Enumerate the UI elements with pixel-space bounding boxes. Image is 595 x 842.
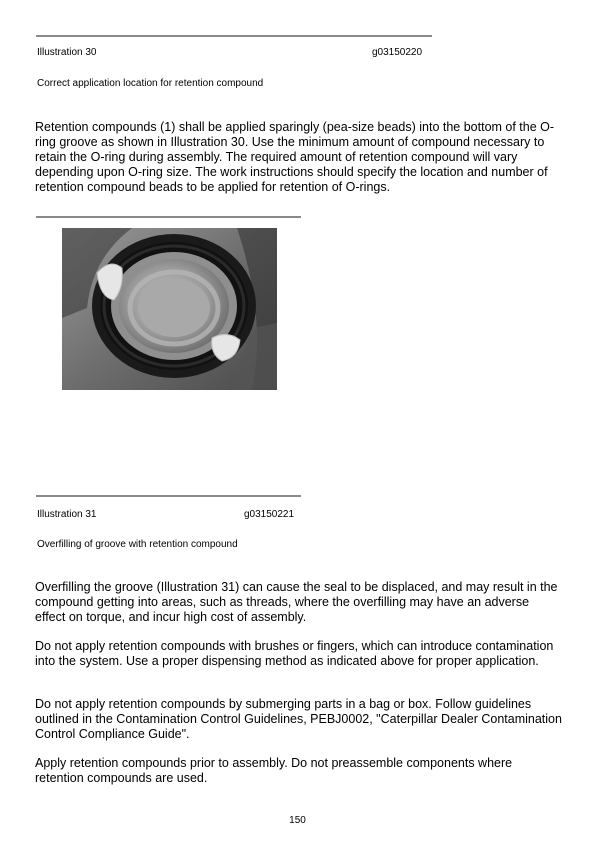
paragraph-retention-application: Retention compounds (1) shall be applied sparingly (pea-size beads) into the bottom of the O-ring groove as shown in Illustration 30. Use the minimum amount of compound necessary to retain the O-ring during assembly. The required amount of retention compound will vary depending upon O-ring size. The work instructions should specify the location and number of retention compound beads to be applied for retention of O-rings. (35, 120, 555, 194)
illustration-31-label: Illustration 31 (37, 509, 97, 520)
paragraph-no-brushes: Do not apply retention compounds with brushes or fingers, which can introduce contamination into the system. Use a proper dispensing method as indicated above for proper application. (35, 639, 554, 668)
illustration-31-code: g03150221 (244, 509, 295, 520)
illustration-30-caption: Correct application location for retention compound (37, 78, 264, 89)
paragraph-overfilling: Overfilling the groove (Illustration 31) can cause the seal to be displaced, and may result in the compound getting into areas, such as threads, where the overfilling may have an adverse effect on torque, and incur high cost of assembly. (35, 580, 558, 624)
illustration-30-rule (36, 35, 432, 37)
illustration-31-caption: Overfilling of groove with retention compound (37, 539, 238, 550)
illustration-30-label: Illustration 30 (37, 47, 97, 58)
paragraph-apply-prior: Apply retention compounds prior to assembly. Do not preassemble components where retention compounds are used. (35, 756, 513, 785)
illustration-31-top-rule (36, 216, 301, 218)
illustration-31-rule (36, 495, 301, 497)
illustration-30-code: g03150220 (372, 47, 423, 58)
o-ring-groove-photo (62, 228, 277, 390)
paragraph-no-submerging: Do not apply retention compounds by submerging parts in a bag or box. Follow guidelines outlined in the Contamination Control Guidelines, PEBJ0002, "Caterpillar Dealer Contamination Control Compliance Guide". (35, 697, 562, 741)
page-number: 150 (289, 815, 306, 826)
